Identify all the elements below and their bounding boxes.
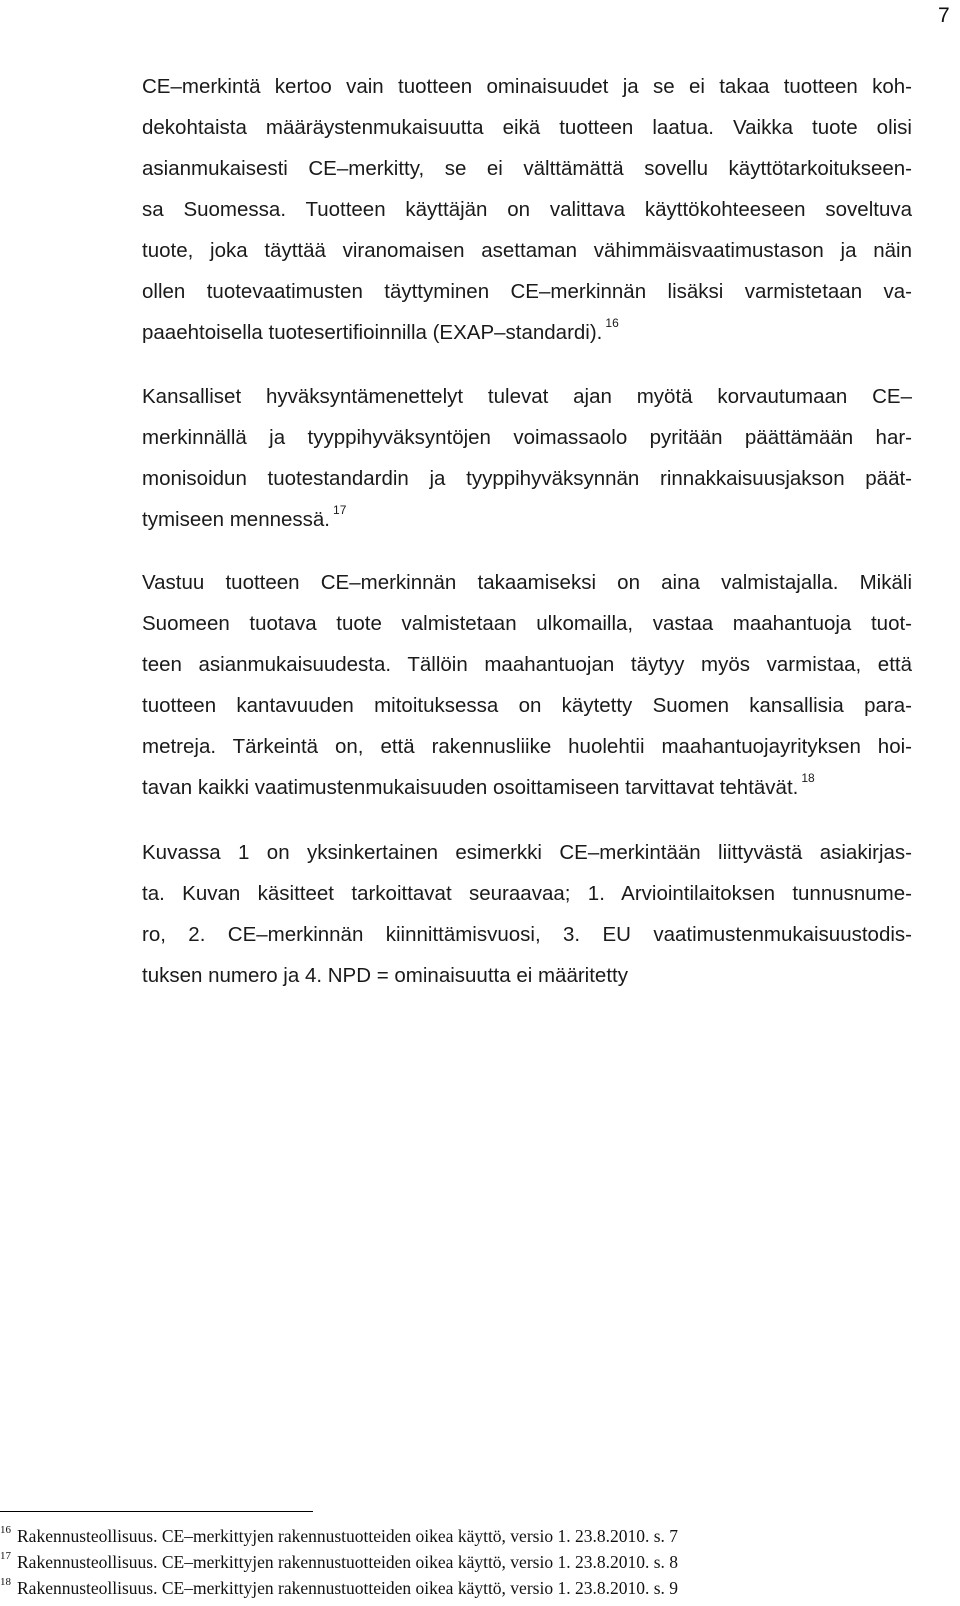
text-line: dekohtaista määräystenmukaisuutta eikä tuotteen laatua. Vaikka tuote olisi — [142, 116, 912, 139]
footnote-17 — [0, 1546, 678, 1574]
text-line-last — [142, 499, 912, 540]
text-line: tymiseen mennessä. — [142, 508, 331, 531]
text-line: tuotteen kantavuuden mitoituksessa on käytetty Suomen kansallisia para- — [142, 694, 912, 717]
footnote-ref-16[interactable]: 16 — [605, 316, 619, 331]
footnote-16 — [0, 1520, 678, 1548]
text-line: CE–merkintä kertoo vain tuotteen ominaisuudet ja se ei takaa tuotteen koh- — [142, 75, 912, 98]
paragraph-3 — [142, 562, 912, 808]
text-line: Kuvassa 1 on yksinkertainen esimerkki CE–merkintään liittyvästä asiakirjas- — [142, 841, 912, 864]
text-line: metreja. Tärkeintä on, että rakennusliike huolehtii maahantuojayrityksen hoi- — [142, 735, 912, 758]
paragraph-4 — [142, 832, 912, 996]
text-line: tuote, joka täyttää viranomaisen asettaman vähimmäisvaatimustason ja näin — [142, 239, 912, 262]
text-line: paaehtoisella tuotesertifioinnilla (EXAP–standardi). — [142, 321, 603, 344]
text-line: Kansalliset hyväksyntämenettelyt tulevat ajan myötä korvautumaan CE– — [142, 385, 912, 408]
text-line-last — [142, 312, 912, 353]
page-number: 7 — [938, 4, 950, 27]
footnote-text: Rakennusteollisuus. CE–merkittyjen rakennustuotteiden oikea käyttö, versio 1. 23.8.2010. s. 7 — [17, 1525, 679, 1546]
footnote-number: 16 — [0, 1524, 11, 1536]
text-line: teen asianmukaisuudesta. Tällöin maahantuojan täytyy myös varmistaa, että — [142, 653, 912, 676]
text-line: sa Suomessa. Tuotteen käyttäjän on valittava käyttökohteeseen soveltuva — [142, 198, 912, 221]
footnote-text: Rakennusteollisuus. CE–merkittyjen rakennustuotteiden oikea käyttö, versio 1. 23.8.2010. s. 8 — [17, 1551, 679, 1572]
text-line: ta. Kuvan käsitteet tarkoittavat seuraavaa; 1. Arviointilaitoksen tunnusnume- — [142, 882, 912, 905]
text-line: ollen tuotevaatimusten täyttyminen CE–merkinnän lisäksi varmistetaan va- — [142, 280, 912, 303]
text-line: Suomeen tuotava tuote valmistetaan ulkomailla, vastaa maahantuoja tuot- — [142, 612, 912, 635]
footnote-number: 17 — [0, 1550, 11, 1562]
footnote-number: 18 — [0, 1576, 11, 1588]
text-line-last — [142, 767, 912, 808]
paragraph-1 — [142, 66, 912, 353]
text-line: merkinnällä ja tyyppihyväksyntöjen voimassaolo pyritään päättämään har- — [142, 426, 912, 449]
footnote-ref-18[interactable]: 18 — [801, 771, 815, 786]
footnote-ref-17[interactable]: 17 — [333, 503, 347, 518]
text-line: tuksen numero ja 4. NPD = ominaisuutta ei määritetty — [142, 964, 628, 987]
text-line: monisoidun tuotestandardin ja tyyppihyväksynnän rinnakkaisuusjakson päät- — [142, 467, 912, 490]
footnote-separator — [0, 1511, 313, 1512]
text-line: tavan kaikki vaatimustenmukaisuuden osoittamiseen tarvittavat tehtävät. — [142, 776, 799, 799]
paragraph-2 — [142, 376, 912, 540]
footnote-18 — [0, 1572, 678, 1600]
text-line: asianmukaisesti CE–merkitty, se ei välttämättä sovellu käyttötarkoitukseen- — [142, 157, 912, 180]
footnote-text: Rakennusteollisuus. CE–merkittyjen rakennustuotteiden oikea käyttö, versio 1. 23.8.2010. s. 9 — [17, 1577, 679, 1598]
text-line: Vastuu tuotteen CE–merkinnän takaamiseksi on aina valmistajalla. Mikäli — [142, 571, 912, 594]
text-line: ro, 2. CE–merkinnän kiinnittämisvuosi, 3. EU vaatimustenmukaisuustodis- — [142, 923, 912, 946]
